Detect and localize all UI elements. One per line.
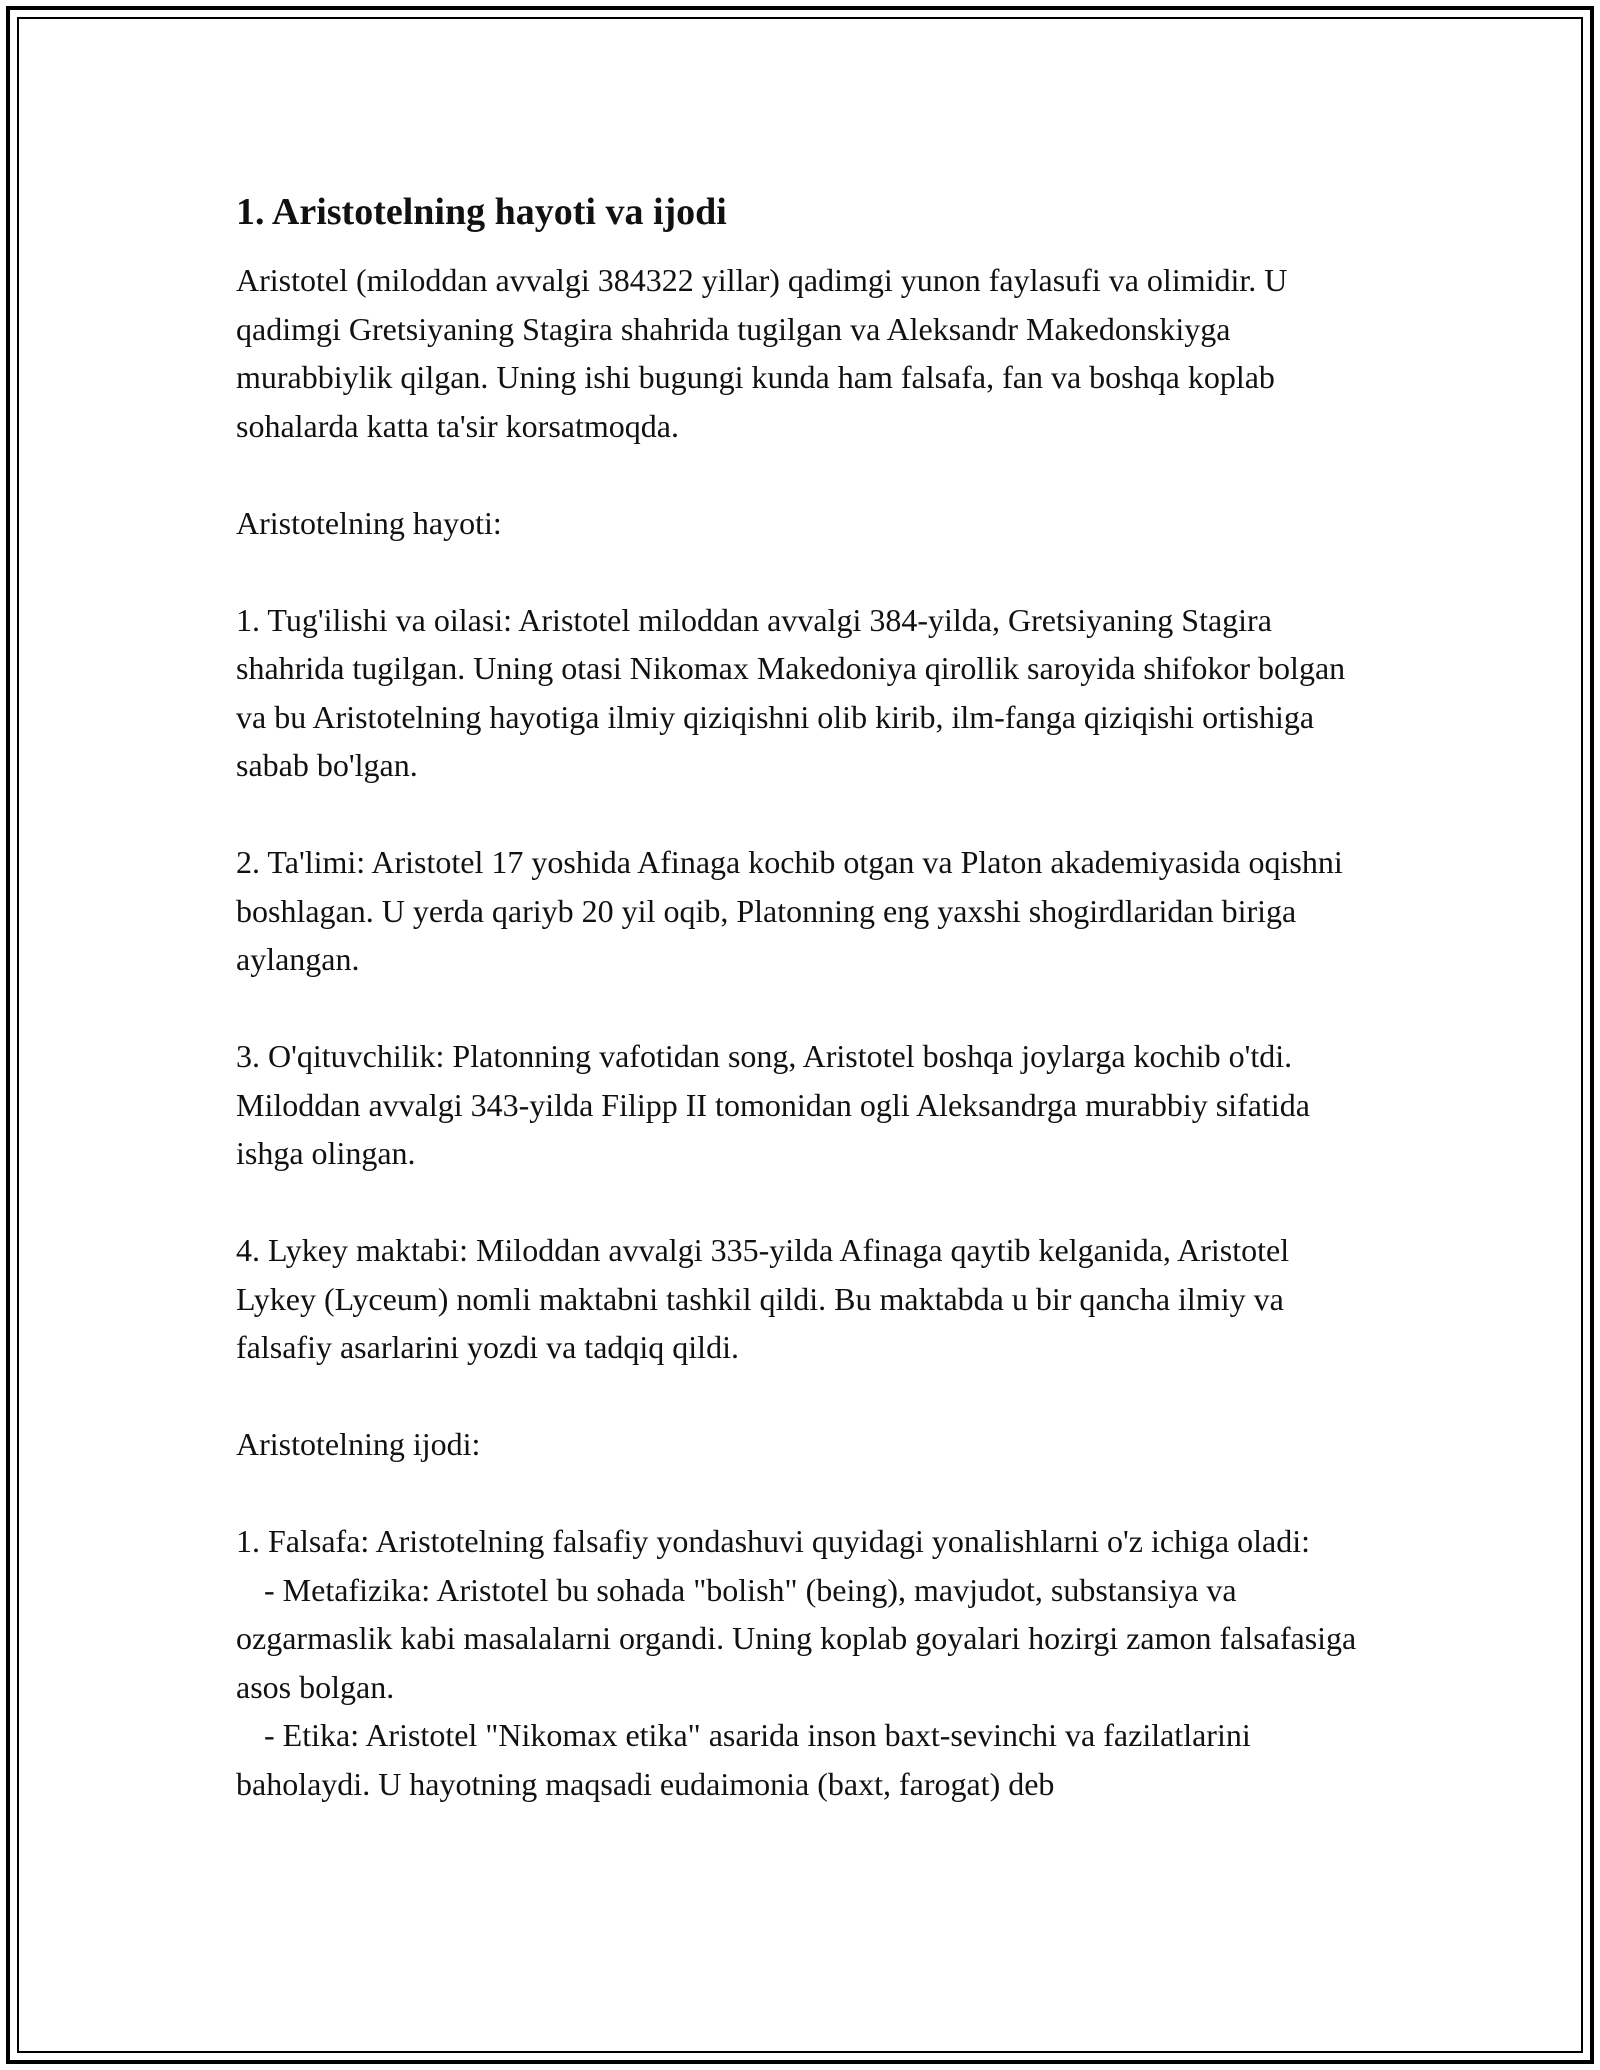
document-content bbox=[236, 186, 1376, 1808]
life-item-teaching: 3. O'qituvchilik: Platonning vafotidan song, Aristotel boshqa joylarga kochib o'tdi. Miloddan avvalgi 343-yilda Filipp II tomonidan ogli Aleksandrga murabbiy sifatida ishga olingan. bbox=[236, 1038, 1318, 1171]
work-subitem-ethics bbox=[236, 1711, 1376, 1808]
work-item-philosophy: 1. Falsafa: Aristotelning falsafiy yondashuvi quyidagi yonalishlarni o'z ichiga oladi: bbox=[236, 1523, 1310, 1559]
document-title: 1. Aristotelning hayoti va ijodi bbox=[236, 191, 727, 233]
work-subitem-metaphysics bbox=[236, 1566, 1376, 1712]
work-heading: Aristotelning ijodi: bbox=[236, 1426, 481, 1462]
life-item-lyceum: 4. Lykey maktabi: Miloddan avvalgi 335-yilda Afinaga qaytib kelganida, Aristotel Lykey (Lyceum) nomli maktabni tashkil qildi. Bu maktabda u bir qancha ilmiy va falsafiy asarlarini yozdi va tadqiq qildi. bbox=[236, 1232, 1298, 1365]
intro-paragraph: Aristotel (miloddan avvalgi 384322 yillar) qadimgi yunon faylasufi va olimidir. U qadimgi Gretsiyaning Stagira shahrida tugilgan va Aleksandr Makedonskiyga murabbiylik qilgan. Uning ishi bugungi kunda ham falsafa, fan va boshqa koplab sohalarda katta ta'sir korsatmoqda. bbox=[236, 262, 1296, 444]
life-heading: Aristotelning hayoti: bbox=[236, 504, 502, 541]
document-body bbox=[236, 256, 1376, 1808]
life-item-education: 2. Ta'limi: Aristotel 17 yoshida Afinaga kochib otgan va Platon akademiyasida oqishni boshlagan. U yerda qariyb 20 yil oqib, Platonning eng yaxshi shogirdlaridan biriga aylangan. bbox=[236, 844, 1351, 977]
life-item-birth: 1. Tug'ilishi va oilasi: Aristotel miloddan avvalgi 384-yilda, Gretsiyaning Stagira shahrida tugilgan. Uning otasi Nikomax Makedoniya qirollik saroyida shifokor bolgan va bu Aristotelning hayotiga ilmiy qiziqishni olib kirib, ilm-fanga qiziqishi ortishiga sabab bo'lgan. bbox=[236, 601, 1354, 783]
work-subitem-metaphysics-text: - Metafizika: Aristotel bu sohada "bolish" (being), mavjudot, substansiya va ozgarmaslik kabi masalalarni organdi. Uning koplab goyalari hozirgi zamon falsafasiga asos bolgan. bbox=[236, 1571, 1365, 1705]
work-subitem-ethics-text: - Etika: Aristotel "Nikomax etika" asarida inson baxt-sevinchi va fazilatlarini baholaydi. U hayotning maqsadi eudaimonia (baxt, farogat) deb bbox=[236, 1717, 1259, 1802]
